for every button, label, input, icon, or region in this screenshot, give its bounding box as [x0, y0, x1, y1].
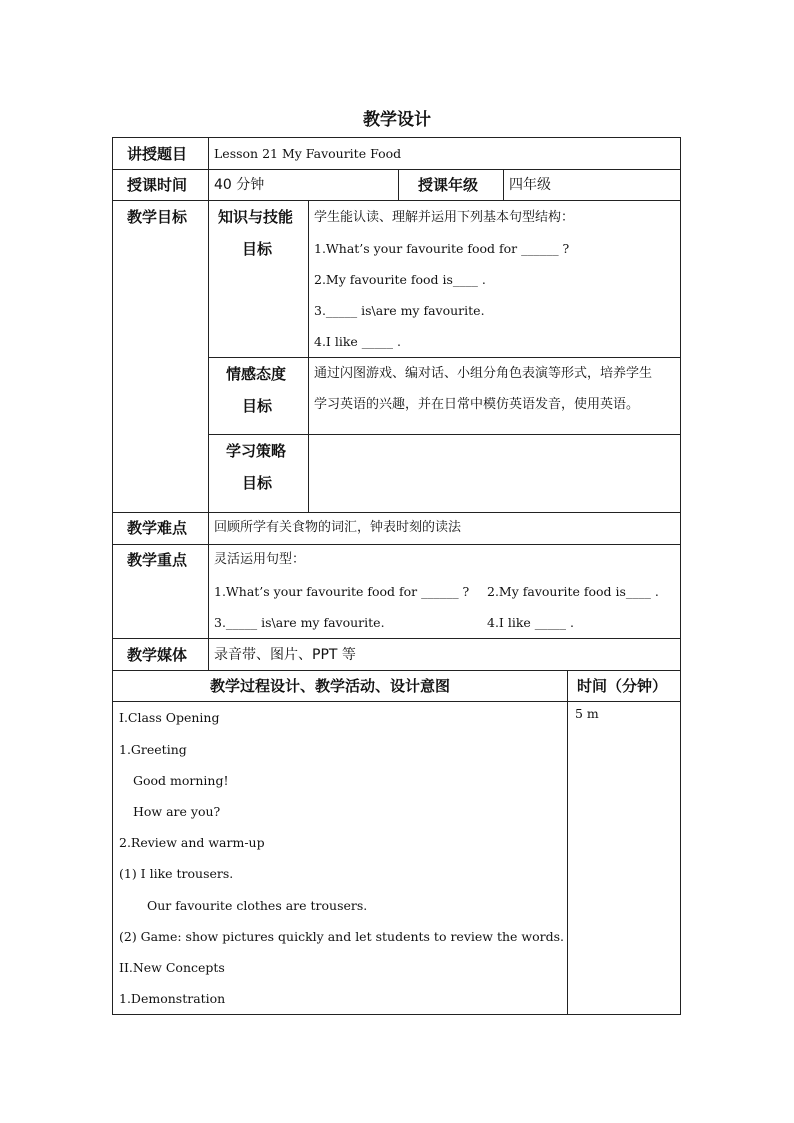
process-line-9: II.New Concepts: [119, 960, 225, 975]
media-value: 录音带、图片、PPT 等: [214, 647, 356, 663]
grade-value: 四年级: [509, 177, 551, 193]
process-line-1: I.Class Opening: [119, 710, 220, 725]
knowledge-label-line2: 目标: [242, 240, 273, 258]
process-header: 教学过程设计、教学活动、设计意图: [210, 677, 451, 695]
process-line-3: Good morning!: [133, 773, 229, 788]
knowledge-line-2: 2.My favourite food is____ .: [314, 272, 486, 287]
time-value: 40 分钟: [214, 177, 265, 193]
difficulty-label: 教学难点: [127, 519, 188, 537]
emotion-line-2: 学习英语的兴趣，并在日常中模仿英语发音，使用英语。: [314, 397, 640, 412]
key-point-4: 4.I like _____ .: [487, 615, 574, 630]
topic-label: 讲授题目: [127, 145, 188, 163]
process-line-4: How are you?: [133, 804, 221, 819]
process-line-7: Our favourite clothes are trousers.: [147, 898, 368, 913]
emotion-label-line2: 目标: [242, 397, 273, 415]
process-line-6: (1) I like trousers.: [119, 866, 234, 881]
grade-label: 授课年级: [418, 176, 479, 194]
media-label: 教学媒体: [127, 646, 188, 664]
emotion-label-line1: 情感态度: [226, 365, 287, 383]
knowledge-line-3: 3._____ is\are my favourite.: [314, 303, 485, 318]
page-title: 教学设计: [363, 110, 431, 130]
key-point-1: 1.What’s your favourite food for ______ ?: [214, 584, 470, 599]
difficulty-value: 回顾所学有关食物的词汇，钟表时刻的读法: [214, 520, 462, 535]
goals-label: 教学目标: [127, 208, 188, 226]
knowledge-line-1: 1.What’s your favourite food for ______ ?: [314, 241, 570, 256]
strategy-label-line1: 学习策略: [226, 442, 287, 460]
process-time-value: 5 m: [575, 706, 599, 721]
strategy-label-line2: 目标: [242, 474, 273, 492]
process-line-10: 1.Demonstration: [119, 991, 226, 1006]
key-point-3: 3._____ is\are my favourite.: [214, 615, 385, 630]
knowledge-label-line1: 知识与技能: [218, 208, 294, 226]
process-line-5: 2.Review and warm-up: [119, 835, 265, 850]
knowledge-intro: 学生能认读、理解并运用下列基本句型结构：: [314, 210, 575, 225]
key-points-label: 教学重点: [127, 551, 188, 569]
process-line-8: (2) Game: show pictures quickly and let students to review the words.: [119, 929, 564, 944]
knowledge-line-4: 4.I like _____ .: [314, 334, 401, 349]
time-label: 授课时间: [127, 176, 188, 194]
process-line-2: 1.Greeting: [119, 742, 187, 757]
emotion-line-1: 通过闪图游戏、编对话、小组分角色表演等形式，培养学生: [314, 366, 653, 381]
topic-value: Lesson 21 My Favourite Food: [214, 146, 402, 161]
key-point-2: 2.My favourite food is____ .: [487, 584, 659, 599]
key-points-intro: 灵活运用句型：: [214, 552, 306, 567]
time-header: 时间（分钟）: [577, 677, 668, 695]
